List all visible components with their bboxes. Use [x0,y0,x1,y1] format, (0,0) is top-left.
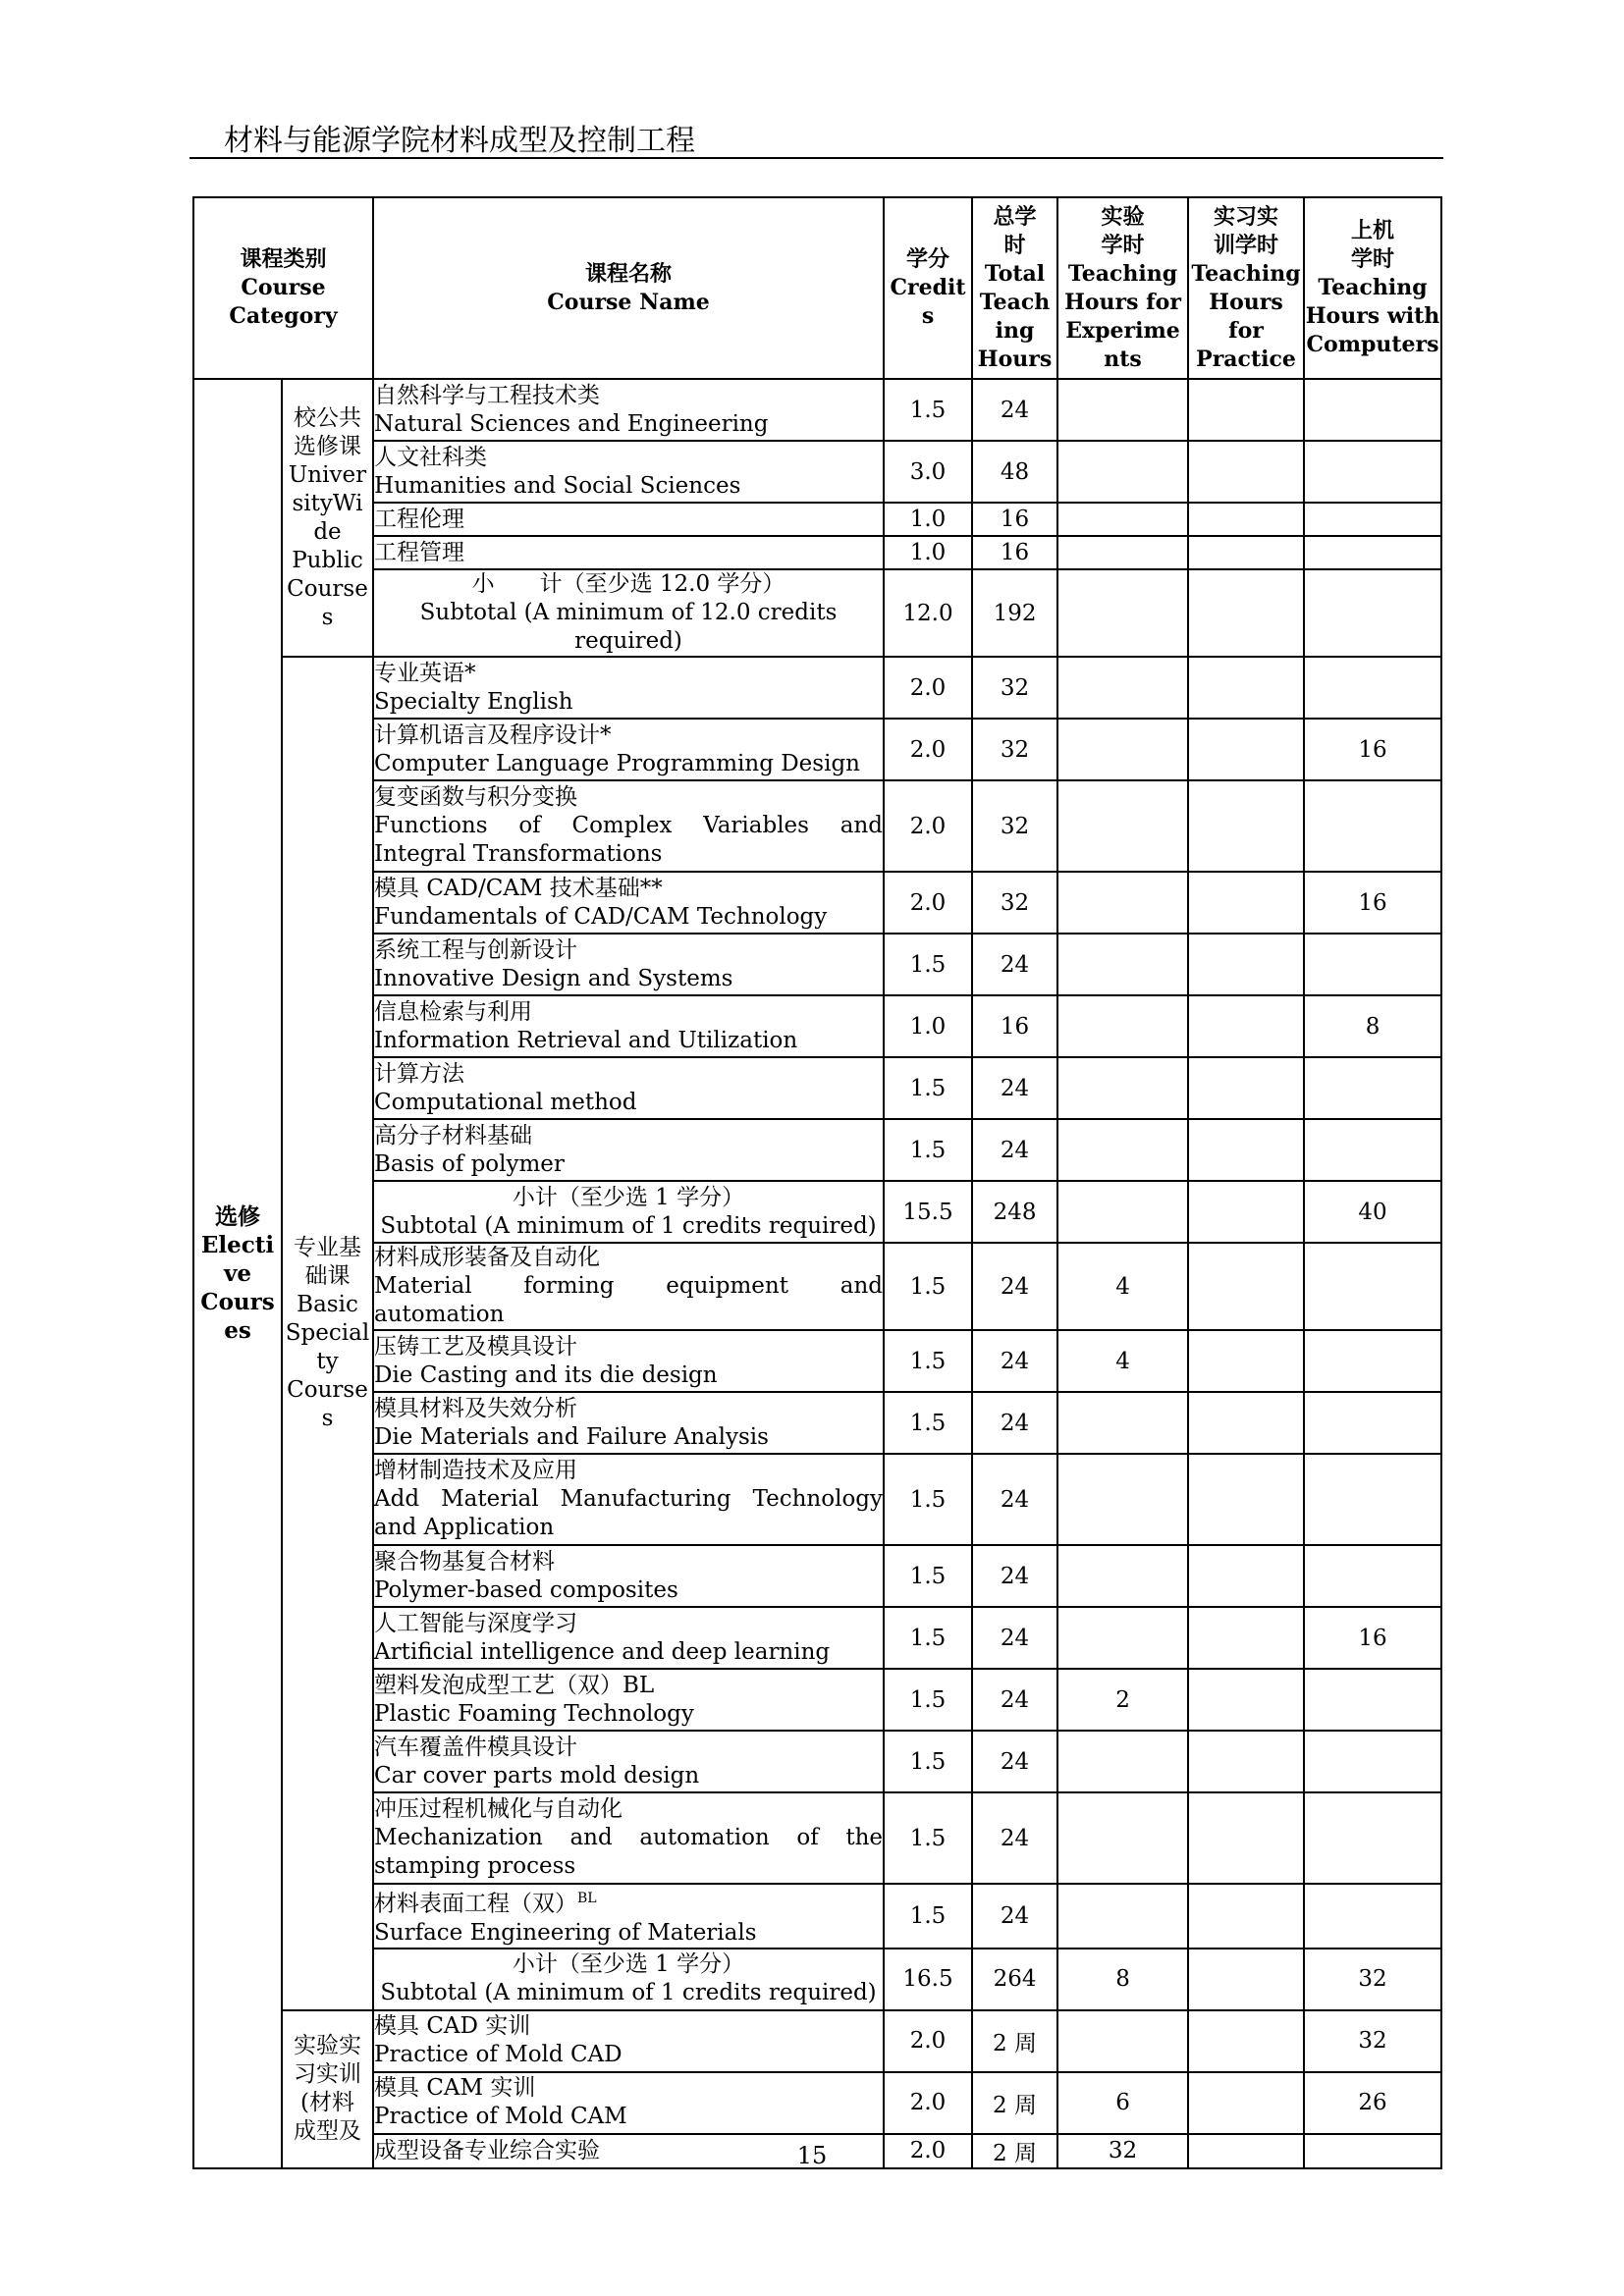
experiment-hours-cell [1057,1181,1188,1243]
course-name-zh: 模具 CAD/CAM 技术基础** [374,875,663,901]
computer-hours-cell [1304,441,1441,503]
table-row [193,2072,1441,2134]
practice-hours-cell [1188,1330,1304,1392]
credits-cell: 1.5 [884,1392,972,1454]
computer-hours-cell [1304,536,1441,569]
course-name-cell [373,441,884,503]
course-name-zh: 工程伦理 [374,506,465,532]
experiment-hours-cell: 4 [1057,1330,1188,1392]
total-hours-cell: 48 [972,441,1057,503]
group-category-cell: 校公共 选修课 Univer sityWi de Public Course s [282,379,373,657]
course-name-en: Add Material Manufacturing Technology and Application [374,1486,884,1540]
practice-hours-cell [1188,1669,1304,1731]
practice-hours-cell [1188,1057,1304,1119]
total-hours-cell: 24 [972,1607,1057,1669]
experiment-hours-cell [1057,780,1188,872]
credits-cell: 1.0 [884,536,972,569]
course-name-cell [373,1119,884,1181]
table-row [193,503,1441,536]
experiment-hours-cell [1057,536,1188,569]
header-credits: 学分 Credit s [884,197,972,379]
computer-hours-cell [1304,379,1441,441]
practice-hours-cell [1188,719,1304,780]
practice-hours-cell [1188,379,1304,441]
course-name-zh: 材料表面工程（双） [374,1891,578,1917]
experiment-hours-cell [1057,379,1188,441]
course-name-cell [373,995,884,1057]
computer-hours-cell: 16 [1304,872,1441,934]
practice-hours-cell [1188,1607,1304,1669]
course-name-zh: 人工智能与深度学习 [374,1610,578,1636]
experiment-hours-cell [1057,719,1188,780]
table-row [193,1669,1441,1731]
computer-hours-cell [1304,1792,1441,1884]
experiment-hours-cell [1057,569,1188,657]
course-name-cell [373,657,884,719]
practice-hours-cell [1188,536,1304,569]
table-row [193,379,1441,441]
course-name-cell [373,379,884,441]
course-name-en: Humanities and Social Sciences [374,472,741,499]
computer-hours-cell [1304,1731,1441,1792]
course-name-en: Subtotal (A minimum of 12.0 credits required) [419,600,838,654]
course-name-zh: 小 计（至少选 12.0 学分） [471,571,785,597]
table-row [193,1545,1441,1607]
header-practice-hours: 实习实 训学时 Teaching Hours for Practice [1188,197,1304,379]
course-name-en: Information Retrieval and Utilization [374,1027,798,1053]
practice-hours-cell [1188,1392,1304,1454]
total-hours-cell: 32 [972,719,1057,780]
computer-hours-cell [1304,1057,1441,1119]
course-name-cell [373,1607,884,1669]
computer-hours-cell [1304,1119,1441,1181]
course-name-cell [373,503,884,536]
course-name-zh: 高分子材料基础 [374,1122,533,1148]
table-row [193,1119,1441,1181]
experiment-hours-cell [1057,1392,1188,1454]
header-total-hours: 总学 时 Total Teach ing Hours [972,197,1057,379]
computer-hours-cell [1304,1884,1441,1949]
course-name-zh: 塑料发泡成型工艺（双）BL [374,1672,655,1698]
total-hours-cell: 24 [972,1669,1057,1731]
course-name-zh: 小计（至少选 1 学分） [512,1184,745,1210]
total-hours-cell: 24 [972,934,1057,995]
computer-hours-cell [1304,1454,1441,1545]
course-name-cell [373,719,884,780]
total-hours-cell: 24 [972,379,1057,441]
page-number: 15 [796,2142,828,2169]
document-title: 材料与能源学院材料成型及控制工程 [224,124,695,158]
total-hours-cell: 24 [972,1545,1057,1607]
course-name-cell [373,1330,884,1392]
experiment-hours-cell: 6 [1057,2072,1188,2134]
course-name-en: Plastic Foaming Technology [374,1700,694,1727]
course-name-en: Specialty English [374,688,573,715]
header-computer-hours: 上机 学时 Teaching Hours with Computers [1304,197,1441,379]
practice-hours-cell [1188,1243,1304,1330]
table-row [193,1181,1441,1243]
course-name-en: Die Casting and its die design [374,1362,718,1388]
experiment-hours-cell [1057,441,1188,503]
credits-cell: 2.0 [884,719,972,780]
course-name-zh: 信息检索与利用 [374,998,533,1025]
practice-hours-cell [1188,780,1304,872]
group-category-cell: 专业基 础课 Basic Special ty Course s [282,657,373,2010]
total-hours-cell: 32 [972,780,1057,872]
practice-hours-cell [1188,657,1304,719]
computer-hours-cell [1304,657,1441,719]
credits-cell: 1.0 [884,995,972,1057]
course-name-cell [373,1454,884,1545]
practice-hours-cell [1188,503,1304,536]
credits-cell: 2.0 [884,2010,972,2072]
practice-hours-cell [1188,441,1304,503]
practice-hours-cell [1188,1181,1304,1243]
course-name-en: Artificial intelligence and deep learning [374,1638,831,1665]
total-hours-cell: 32 [972,657,1057,719]
course-name-zh: 成型设备专业综合实验 [374,2137,601,2163]
table-row [193,995,1441,1057]
practice-hours-cell [1188,1792,1304,1884]
course-name-cell [373,1243,884,1330]
main-category-cell: 选修 Electi ve Cours es [193,379,282,2168]
experiment-hours-cell [1057,657,1188,719]
practice-hours-cell [1188,934,1304,995]
credits-cell: 2.0 [884,2072,972,2134]
course-name-superscript: BL [577,1891,597,1906]
course-name-cell [373,2072,884,2134]
header-category: 课程类别 Course Category [193,197,373,379]
course-name-zh: 模具 CAM 实训 [374,2075,536,2102]
experiment-hours-cell [1057,872,1188,934]
computer-hours-cell [1304,1392,1441,1454]
practice-hours-cell [1188,2010,1304,2072]
course-name-zh: 复变函数与积分变换 [374,784,578,810]
course-name-cell [373,872,884,934]
experiment-hours-cell [1057,1731,1188,1792]
table-row [193,780,1441,872]
course-name-en: Natural Sciences and Engineering [374,410,769,437]
course-name-zh: 冲压过程机械化与自动化 [374,1796,623,1822]
course-name-cell [373,1057,884,1119]
course-name-zh: 小计（至少选 1 学分） [512,1951,745,1978]
total-hours-cell: 16 [972,995,1057,1057]
computer-hours-cell: 16 [1304,719,1441,780]
experiment-hours-cell [1057,503,1188,536]
total-hours-cell: 24 [972,1392,1057,1454]
total-hours-cell: 2 周 [972,2134,1057,2168]
computer-hours-cell: 32 [1304,1949,1441,2010]
computer-hours-cell [1304,503,1441,536]
total-hours-cell: 24 [972,1731,1057,1792]
course-name-zh: 专业英语* [374,660,476,686]
credits-cell: 16.5 [884,1949,972,2010]
course-name-zh: 计算机语言及程序设计* [374,721,612,748]
table-row [193,1330,1441,1392]
total-hours-cell: 192 [972,569,1057,657]
course-name-en: Computer Language Programming Design [374,750,860,776]
table-row [193,2010,1441,2072]
course-name-en: Subtotal (A minimum of 1 credits required) [380,1980,877,2006]
course-name-en: Surface Engineering of Materials [374,1919,757,1946]
practice-hours-cell [1188,1545,1304,1607]
course-name-cell [373,1792,884,1884]
computer-hours-cell [1304,569,1441,657]
experiment-hours-cell [1057,1884,1188,1949]
total-hours-cell: 24 [972,1057,1057,1119]
credits-cell: 15.5 [884,1181,972,1243]
experiment-hours-cell [1057,934,1188,995]
course-name-zh: 聚合物基复合材料 [374,1548,556,1575]
course-name-en: Innovative Design and Systems [374,965,733,991]
course-name-cell [373,1884,884,1949]
course-name-en: Practice of Mold CAM [374,2104,627,2130]
course-name-en: Fundamentals of CAD/CAM Technology [374,903,828,930]
course-name-en: Basis of polymer [374,1150,565,1177]
total-hours-cell: 24 [972,1884,1057,1949]
computer-hours-cell [1304,1545,1441,1607]
course-name-cell [373,934,884,995]
table-row [193,719,1441,780]
credits-cell: 1.5 [884,934,972,995]
course-name-zh: 汽车覆盖件模具设计 [374,1734,578,1760]
computer-hours-cell [1304,1243,1441,1330]
course-name-cell [373,780,884,872]
computer-hours-cell: 16 [1304,1607,1441,1669]
subtotal-name-cell [373,1949,884,2010]
practice-hours-cell [1188,872,1304,934]
total-hours-cell: 2 周 [972,2010,1057,2072]
course-table [192,196,1442,2169]
course-name-zh: 工程管理 [374,539,465,565]
table-row [193,441,1441,503]
credits-cell: 2.0 [884,872,972,934]
course-name-en: Subtotal (A minimum of 1 credits required) [380,1212,877,1239]
experiment-hours-cell [1057,1057,1188,1119]
credits-cell: 2.0 [884,780,972,872]
table-row [193,1454,1441,1545]
practice-hours-cell [1188,569,1304,657]
table-row [193,1243,1441,1330]
course-name-zh: 压铸工艺及模具设计 [374,1333,578,1360]
table-row [193,569,1441,657]
table-row [193,1607,1441,1669]
table-row [193,1792,1441,1884]
experiment-hours-cell [1057,1119,1188,1181]
course-name-en: Practice of Mold CAD [374,2042,623,2068]
course-name-cell [373,1545,884,1607]
computer-hours-cell [1304,1330,1441,1392]
table-row [193,872,1441,934]
course-name-en: Material forming equipment and automation [374,1273,884,1327]
credits-cell: 1.5 [884,1454,972,1545]
course-name-en: Polymer-based composites [374,1576,678,1603]
course-name-zh: 模具 CAD 实训 [374,2013,531,2040]
computer-hours-cell [1304,1669,1441,1731]
credits-cell: 1.5 [884,1545,972,1607]
course-name-en: Car cover parts mold design [374,1762,700,1789]
total-hours-cell: 264 [972,1949,1057,2010]
computer-hours-cell: 8 [1304,995,1441,1057]
course-name-en: Computational method [374,1089,637,1115]
credits-cell: 1.5 [884,1731,972,1792]
credits-cell: 2.0 [884,2134,972,2168]
header-experiment-hours: 实验 学时 Teaching Hours for Experime nts [1057,197,1188,379]
credits-cell: 1.5 [884,1057,972,1119]
credits-cell: 1.5 [884,1119,972,1181]
course-name-cell [373,536,884,569]
total-hours-cell: 16 [972,503,1057,536]
course-name-zh: 自然科学与工程技术类 [374,382,601,408]
computer-hours-cell [1304,934,1441,995]
total-hours-cell: 248 [972,1181,1057,1243]
header-course-name: 课程名称 Course Name [373,197,884,379]
experiment-hours-cell [1057,1545,1188,1607]
total-hours-cell: 2 周 [972,2072,1057,2134]
experiment-hours-cell: 2 [1057,1669,1188,1731]
credits-cell: 1.5 [884,379,972,441]
course-name-cell [373,1731,884,1792]
table-row [193,657,1441,719]
course-name-zh: 模具材料及失效分析 [374,1395,578,1421]
course-name-zh: 人文社科类 [374,444,488,470]
course-name-zh: 计算方法 [374,1060,465,1087]
experiment-hours-cell: 8 [1057,1949,1188,2010]
course-name-en: Functions of Complex Variables and Integral Transformations [374,813,884,867]
course-name-zh: 增材制造技术及应用 [374,1458,578,1483]
credits-cell: 1.5 [884,1792,972,1884]
experiment-hours-cell [1057,1454,1188,1545]
credits-cell: 1.5 [884,1884,972,1949]
credits-cell: 1.0 [884,503,972,536]
course-name-cell [373,1392,884,1454]
course-name-zh: 材料成形装备及自动化 [374,1245,601,1270]
credits-cell: 1.5 [884,1607,972,1669]
course-name-en: Mechanization and automation of the stamping process [374,1825,884,1879]
table-row [193,1731,1441,1792]
course-name-en: Die Materials and Failure Analysis [374,1423,769,1450]
experiment-hours-cell [1057,1792,1188,1884]
experiment-hours-cell [1057,995,1188,1057]
practice-hours-cell [1188,995,1304,1057]
total-hours-cell: 24 [972,1119,1057,1181]
experiment-hours-cell: 32 [1057,2134,1188,2168]
credits-cell: 1.5 [884,1330,972,1392]
total-hours-cell: 24 [972,1330,1057,1392]
credits-cell: 1.5 [884,1243,972,1330]
practice-hours-cell [1188,1731,1304,1792]
course-name-cell [373,2010,884,2072]
credits-cell: 1.5 [884,1669,972,1731]
practice-hours-cell [1188,2072,1304,2134]
group-category-cell: 实验实 习实训 (材料 成型及 [282,2010,373,2168]
practice-hours-cell [1188,1119,1304,1181]
page-header [189,110,1443,159]
total-hours-cell: 24 [972,1454,1057,1545]
computer-hours-cell: 26 [1304,2072,1441,2134]
table-row [193,1884,1441,1949]
total-hours-cell: 24 [972,1792,1057,1884]
computer-hours-cell: 40 [1304,1181,1441,1243]
course-name-zh: 系统工程与创新设计 [374,936,578,963]
computer-hours-cell [1304,780,1441,872]
table-row [193,536,1441,569]
table-row [193,1949,1441,2010]
table-row [193,1392,1441,1454]
practice-hours-cell [1188,1884,1304,1949]
practice-hours-cell [1188,1454,1304,1545]
total-hours-cell: 24 [972,1243,1057,1330]
header-row [193,197,1441,379]
experiment-hours-cell: 4 [1057,1243,1188,1330]
total-hours-cell: 16 [972,536,1057,569]
subtotal-name-cell [373,569,884,657]
total-hours-cell: 32 [972,872,1057,934]
computer-hours-cell: 32 [1304,2010,1441,2072]
table-row [193,1057,1441,1119]
credits-cell: 3.0 [884,441,972,503]
experiment-hours-cell [1057,2010,1188,2072]
table-row [193,934,1441,995]
credits-cell: 2.0 [884,657,972,719]
credits-cell: 12.0 [884,569,972,657]
subtotal-name-cell [373,1181,884,1243]
experiment-hours-cell [1057,1607,1188,1669]
course-name-cell [373,1669,884,1731]
practice-hours-cell [1188,1949,1304,2010]
